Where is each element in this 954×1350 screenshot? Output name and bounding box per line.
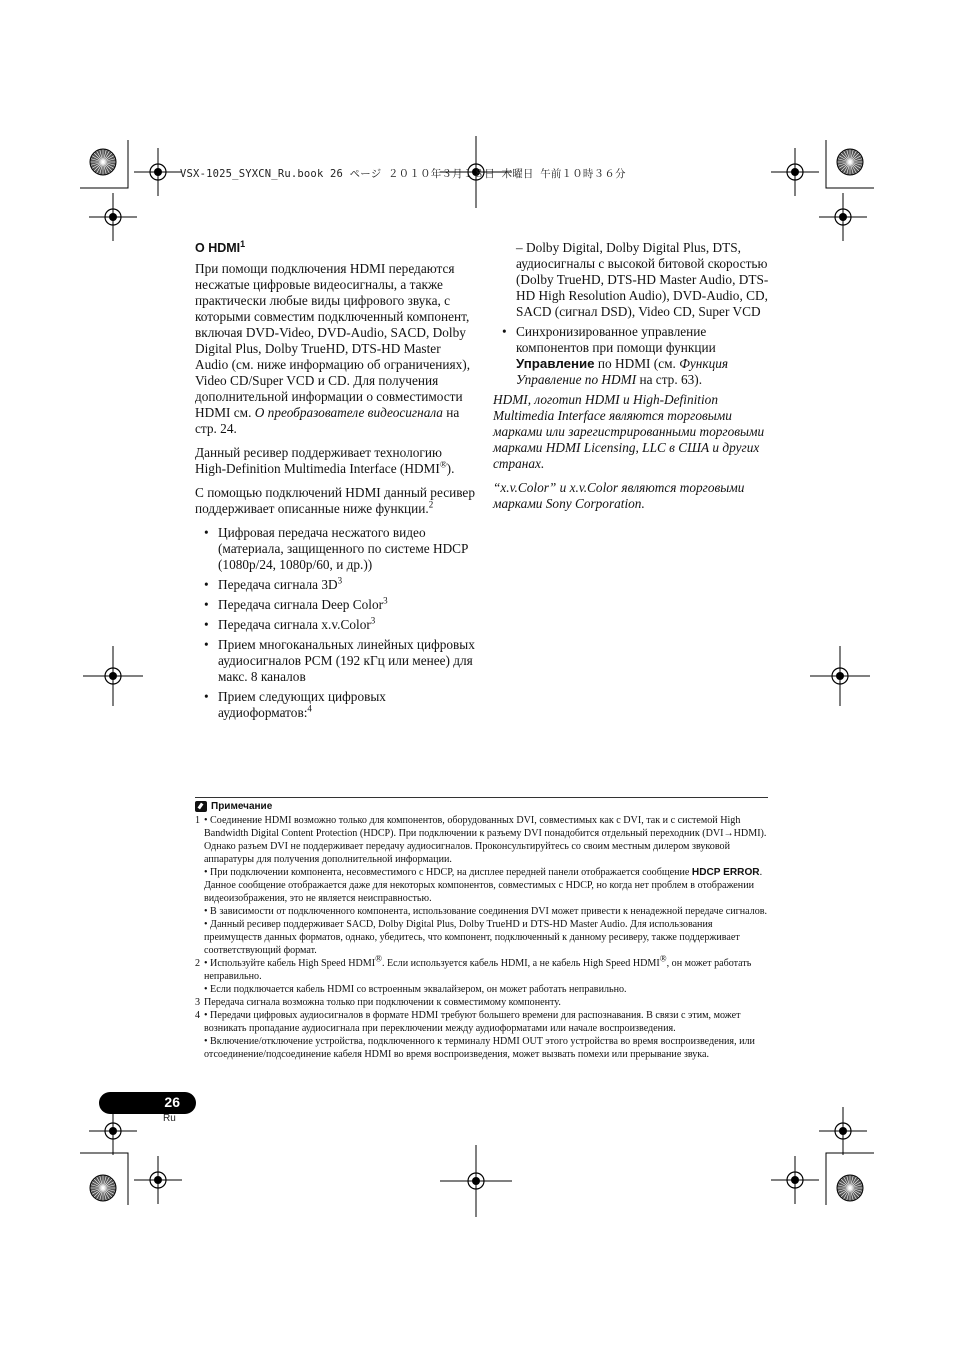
crosshair-dot: [791, 168, 799, 176]
footnote-ref: 1: [240, 238, 246, 249]
list-item: • Передача сигнала x.v.Color$^3$: [195, 617, 475, 633]
cross-ref-link[interactable]: О преобразователе видеосигнала: [254, 405, 443, 420]
note-item: 2 • Используйте кабель High Speed HDMI®. Если используется кабель HDMI, а не кабель High Speed HDMI®, он может работать неправильно. • Если подключается кабель HDMI со встроенным эквалайзером, он может работать неправильно.: [195, 953, 752, 995]
crosshair-dot: [836, 672, 844, 680]
list-item: • Прием следующих цифровых аудиоформатов:$^4$: [195, 689, 475, 721]
feature-list: [195, 525, 475, 721]
book-file-info: VSX-1025_SYXCN_Ru.book 26 ページ ２０１０年３月１８日 木曜日 午前１０時３６分: [180, 168, 626, 180]
crosshair-dot: [109, 213, 117, 221]
right-column: [493, 240, 773, 520]
page-language: Ru: [163, 1113, 176, 1124]
formats-continuation: – Dolby Digital, Dolby Digital Plus, DTS, аудиосигналы с высокой битовой скоростью (Dolby TrueHD, DTS-HD Master Audio, DTS-HD High Resolution Audio), DVD-Audio, CD, SACD (сигнал DSD), Video CD, Super VCD: [516, 240, 769, 319]
cross-ref-link[interactable]: Функция Управление по HDMI: [516, 356, 729, 387]
crosshair-dot: [839, 213, 847, 221]
trademark-xvcolor: “x.v.Color” и x.v.Color являются торговыми марками Sony Corporation.: [493, 480, 745, 511]
trademark-hdmi: HDMI, логотип HDMI и High-Definition Multimedia Interface являются торговыми марками или зарегистрированными торговыми марками HDMI Licensing, LLC в США и других странах.: [493, 392, 765, 471]
list-item: • Цифровая передача несжатого видео (материала, защищенного по системе HDCP (1080p/24, 1080p/60, и др.)): [195, 525, 475, 573]
crosshair-dot: [109, 1127, 117, 1135]
list-item: • Синхронизированное управление компонентов при помощи функции Управление по HDMI (см. Функция Управление по HDMI на стр. 63).: [493, 324, 773, 388]
registered-mark: ®: [439, 459, 447, 470]
crosshair-dot: [791, 1176, 799, 1184]
crosshair-dot: [154, 1176, 162, 1184]
crosshair-dot: [154, 168, 162, 176]
left-column: [195, 240, 475, 725]
notes-title: Примечание: [195, 800, 768, 813]
crosshair-dot: [839, 1127, 847, 1135]
notes-section: [195, 797, 768, 1061]
list-item: • Прием многоканальных линейных цифровых аудиосигналов PCM (192 кГц или менее) для макс. 8 каналов: [195, 637, 475, 685]
note-item: 4 • Передачи цифровых аудиосигналов в формате HDMI требуют большего времени для распознавания. В связи с этим, может возникать пропадание аудиосигнала при переключении между аудиоформатами или начале воспроизведения. • Включение/отключение устройства, подключенного к терминалу HDMI OUT этого устройства во время воспроизведения, или отсоединение/подсоединение кабеля HDMI во время воспроизведения, может вызвать помехи или прерывание звука.: [195, 1010, 755, 1060]
note-item: 1 • Соединение HDMI возможно только для компонентов, оборудованных DVI, совместимых как с DVI, так и с системой High Bandwidth Digital Content Protection (HDCP). При подключении к разъему DVI понадобится отдельный переходник (DVI→HDMI). Однако разъем DVI не поддерживает передачу аудиосигналов. Проконсультируйтесь со своим местным дилером звуковой аппаратуры для получения дополнительной информации. • При подключении компонента, несовместимого с HDCP, на дисплее передней панели отображается сообщение HDCP ERROR. Данное сообщение отображается даже для некоторых компонентов, совместимых с HDCP, но когда нет проблем в отображении видеоизображения, это не является неисправностью. • В зависимости от подключенного компонента, использование соединения DVI может привести к ненадежной передаче сигналов. • Данный ресивер поддерживает SACD, Dolby Digital Plus, Dolby TrueHD и DTS-HD Master Audio. Для использования преимуществ данных форматов, однако, убедитесь, что компонент, подключенный к данному ресиверу, также поддерживает соответствующий формат.: [195, 815, 768, 956]
intro-paragraph: При помощи подключения HDMI передаются несжатые цифровые видеосигналы, а также практически любые виды цифрового звука, с которыми совместим подключенный компонент, включая DVD-Video, DVD-Audio, SACD, Dolby Digital Plus, Dolby TrueHD, DTS-HD Master Audio (см. ниже информацию об ограничениях), Video CD/Super VCD и CD. Для получения дополнительной информации о совместимости HDMI см. О преобразователе видеосигнала на стр. 24.: [195, 261, 471, 436]
note-item: 3 Передача сигнала возможна только при подключении к совместимому компоненту.: [195, 997, 561, 1008]
features-intro: С помощью подключений HDMI данный ресивер поддерживает описанные ниже функции.$^2$: [195, 485, 475, 516]
pencil-note-icon: [195, 801, 207, 812]
support-paragraph: Данный ресивер поддерживает технологию High-Definition Multimedia Interface (HDMI®).: [195, 445, 455, 476]
crosshair-dot: [109, 672, 117, 680]
crosshair-dot: [472, 1177, 480, 1185]
section-title: О HDMI$^1$: [195, 238, 246, 255]
page-number-badge: [99, 1092, 196, 1114]
list-item: • Передача сигнала Deep Color$^3$: [195, 597, 475, 613]
feature-list-cont: [493, 324, 773, 388]
list-item: • Передача сигнала $3D^3$: [195, 577, 475, 593]
page-number: 26: [164, 1094, 180, 1110]
footnote-ref: 2: [428, 499, 434, 510]
